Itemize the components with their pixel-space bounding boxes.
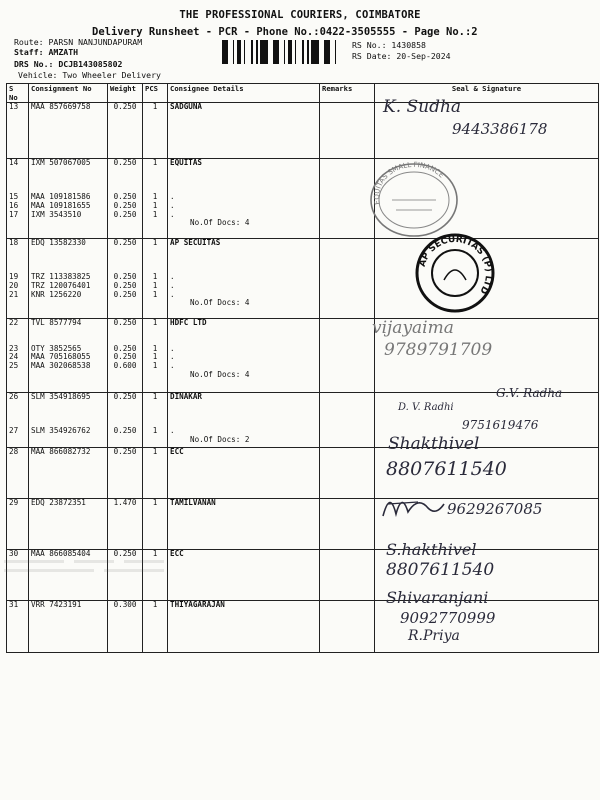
weight-value: 0.250 [113, 344, 137, 353]
faint-offset-print [4, 556, 174, 578]
cell-consignee [168, 499, 320, 550]
signature-28-phone: 8807611540 [386, 458, 507, 480]
sno-value: 13 [9, 103, 19, 111]
consignee-value: SADGUNA [170, 103, 203, 111]
col-header-remarks: Remarks [320, 84, 375, 103]
sno-value: 18 [9, 239, 19, 247]
cell-remarks [320, 499, 375, 550]
sno-value: 20 [9, 281, 19, 290]
cell-weight [108, 239, 143, 319]
cell-weight [108, 499, 143, 550]
sno-value: 19 [9, 273, 19, 282]
runsheet-title: Delivery Runsheet - PCR - Phone No.:0422-3505555 - Page No.:2 [92, 26, 478, 38]
consignment-value: MAA 705168055 [31, 353, 91, 362]
consignment-value: TRZ 120076401 [31, 281, 91, 290]
cell-pcs [143, 601, 168, 653]
rs-date: RS Date: 20-Sep-2024 [352, 51, 451, 61]
weight-value: 0.250 [113, 193, 137, 202]
sno-value: 30 [9, 550, 19, 558]
docs-count: No.Of Docs: 4 [190, 219, 250, 228]
cell-consignee [168, 601, 320, 653]
pcs-value: 1 [152, 344, 158, 353]
col-header-consignment: Consignment No [29, 84, 108, 103]
consignment-value: MAA 857669758 [31, 103, 91, 111]
pcs-value: 1 [152, 393, 158, 401]
consignment-value: MAA 109181655 [31, 201, 91, 210]
consignment-value: IXM 507067005 [31, 159, 91, 167]
cell-consignment [29, 601, 108, 653]
pcs-value: 1 [152, 353, 158, 362]
cell-sno [7, 499, 29, 550]
consignee-value: . [170, 193, 175, 202]
cell-consignee [168, 103, 320, 159]
consignment-value: MAA 109181586 [31, 193, 91, 202]
pcs-value: 1 [152, 281, 158, 290]
consignment-value: EDQ 23872351 [31, 499, 86, 507]
cell-consignee [168, 319, 320, 393]
consignee-value: . [170, 210, 175, 219]
table-row [7, 601, 599, 653]
col-header-seal-signature: Seal & Signature [375, 84, 599, 103]
weight-value: 1.470 [113, 499, 137, 507]
consignee-value: ECC [170, 550, 184, 558]
col-header-consignee: Consignee Details [168, 84, 320, 103]
route-label: Route: PARSN NANJUNDAPURAM [14, 37, 143, 47]
weight-value: 0.250 [113, 273, 137, 282]
weight-value: 0.250 [113, 239, 137, 247]
signature-29-mark [378, 486, 448, 526]
cell-weight [108, 601, 143, 653]
pcs-value: 1 [152, 319, 158, 327]
cell-pcs [143, 159, 168, 239]
cell-remarks [320, 601, 375, 653]
sno-value: 16 [9, 201, 19, 210]
cell-sno [7, 393, 29, 448]
cell-weight [108, 448, 143, 499]
consignment-value: IXM 3543510 [31, 210, 82, 219]
sno-value: 17 [9, 210, 19, 219]
consignment-value: TRZ 113383825 [31, 273, 91, 282]
weight-value: 0.250 [113, 210, 137, 219]
staff-label: Staff: AMZATH [14, 47, 79, 57]
consignee-value: . [170, 281, 175, 290]
consignment-value: VRR 7423191 [31, 601, 82, 609]
signature-13-phone: 9443386178 [452, 120, 548, 138]
signature-26-name: D. V. Radhi [398, 402, 454, 413]
pcs-value: 1 [152, 159, 158, 167]
consignee-value: . [170, 201, 175, 210]
cell-pcs [143, 103, 168, 159]
cell-sno [7, 239, 29, 319]
cell-sno [7, 103, 29, 159]
signature-28-name: Shakthivel [388, 434, 480, 454]
cell-pcs [143, 448, 168, 499]
cell-consignment [29, 393, 108, 448]
consignment-value: MAA 866085404 [31, 550, 91, 558]
cell-consignment [29, 499, 108, 550]
cell-pcs [143, 393, 168, 448]
ap-securitas-stamp [414, 232, 496, 314]
cell-sno [7, 159, 29, 239]
weight-value: 0.250 [113, 290, 137, 299]
col-header-sno: S No [7, 84, 29, 103]
signature-29-phone: 9629267085 [447, 500, 543, 518]
drs-barcode [222, 40, 340, 64]
sno-value: 21 [9, 290, 19, 299]
company-name: THE PROFESSIONAL COURIERS, COIMBATORE [179, 9, 421, 21]
cell-remarks [320, 319, 375, 393]
cell-remarks [320, 159, 375, 239]
svg-text:EQUITAS SMALL FINANCE [373, 161, 445, 205]
pcs-value: 1 [152, 201, 158, 210]
cell-consignment [29, 319, 108, 393]
docs-count: No.Of Docs: 2 [190, 435, 250, 444]
table-row [7, 239, 599, 319]
weight-value: 0.250 [113, 448, 137, 456]
pcs-value: 1 [152, 210, 158, 219]
sno-value: 25 [9, 361, 19, 370]
weight-value: 0.250 [113, 103, 137, 111]
cell-sno [7, 448, 29, 499]
consignment-value: SLM 354918695 [31, 393, 91, 401]
signature-26-name-2: G.V. Radha [496, 386, 563, 400]
cell-pcs [143, 319, 168, 393]
sno-value: 31 [9, 601, 19, 609]
signature-30-name: S.hakthivel [386, 540, 477, 559]
docs-count: No.Of Docs: 4 [190, 299, 250, 308]
weight-value: 0.250 [113, 353, 137, 362]
pcs-value: 1 [152, 427, 158, 436]
sno-value: 27 [9, 427, 19, 436]
consignment-value: KNR 1256220 [31, 290, 82, 299]
weight-value: 0.300 [113, 601, 137, 609]
pcs-value: 1 [152, 290, 158, 299]
sno-value: 22 [9, 319, 19, 327]
cell-remarks [320, 448, 375, 499]
cell-weight [108, 319, 143, 393]
pcs-value: 1 [152, 103, 158, 111]
pcs-value: 1 [152, 193, 158, 202]
rs-number: RS No.: 1430858 [352, 40, 426, 50]
signature-26-phone: 9751619476 [462, 418, 539, 432]
weight-value: 0.250 [113, 550, 137, 558]
consignee-value: . [170, 290, 175, 299]
sno-value: 26 [9, 393, 19, 401]
docs-count: No.Of Docs: 4 [190, 370, 250, 379]
table-row [7, 159, 599, 239]
consignee-value: ECC [170, 448, 184, 456]
pcs-value: 1 [152, 601, 158, 609]
cell-pcs [143, 499, 168, 550]
sno-value: 28 [9, 448, 19, 456]
table-row [7, 319, 599, 393]
pcs-value: 1 [152, 499, 158, 507]
consignee-value: HDFC LTD [170, 319, 207, 327]
pcs-value: 1 [152, 361, 158, 370]
equitas-stamp-text: EQUITAS SMALL FINANCE [372, 160, 446, 206]
consignee-value: . [170, 361, 175, 370]
signature-13-name: K. Sudha [383, 97, 462, 117]
cell-consignee [168, 550, 320, 601]
table-row [7, 448, 599, 499]
sno-value: 15 [9, 193, 19, 202]
signature-22-phone: 9789791709 [384, 340, 493, 360]
sno-value: 14 [9, 159, 19, 167]
cell-sno [7, 601, 29, 653]
table-header-row [7, 84, 599, 103]
signature-31-phone: 9092770999 [400, 609, 496, 627]
weight-value: 0.250 [113, 393, 137, 401]
signature-30-phone: 8807611540 [386, 560, 495, 580]
weight-value: 0.250 [113, 159, 137, 167]
pcs-value: 1 [152, 273, 158, 282]
cell-consignment [29, 448, 108, 499]
vehicle-label: Vehicle: Two Wheeler Delivery [18, 70, 161, 80]
consignment-value: MAA 302068538 [31, 361, 91, 370]
ap-securitas-stamp-text: AP SECURITAS (P) LTD [417, 234, 494, 296]
pcs-value: 1 [152, 550, 158, 558]
cell-consignment [29, 103, 108, 159]
cell-weight [108, 103, 143, 159]
consignee-value: . [170, 353, 175, 362]
consignment-value: MAA 866082732 [31, 448, 91, 456]
signature-22-name: vijayaima [372, 318, 454, 338]
weight-value: 0.250 [113, 281, 137, 290]
consignment-value: OTY 3852565 [31, 344, 82, 353]
pcs-value: 1 [152, 239, 158, 247]
weight-value: 0.250 [113, 319, 137, 327]
equitas-stamp [368, 160, 460, 240]
cell-consignee [168, 393, 320, 448]
sno-value: 24 [9, 353, 19, 362]
consignee-value: TAMILVANAN [170, 499, 216, 507]
cell-consignee [168, 239, 320, 319]
sno-value: 29 [9, 499, 19, 507]
consignee-value: EQUITAS [170, 159, 203, 167]
weight-value: 0.250 [113, 427, 137, 436]
cell-consignment [29, 239, 108, 319]
consignee-value: . [170, 344, 175, 353]
consignee-value: . [170, 273, 175, 282]
cell-consignment [29, 159, 108, 239]
consignee-value: THIYAGARAJAN [170, 601, 225, 609]
table-end [7, 653, 599, 654]
weight-value: 0.600 [113, 361, 137, 370]
cell-sno [7, 319, 29, 393]
consignment-value: TVL 8577794 [31, 319, 82, 327]
consignment-value: EDQ 13582330 [31, 239, 86, 247]
col-header-pcs: PCS [143, 84, 168, 103]
cell-remarks [320, 393, 375, 448]
col-header-weight: Weight [108, 84, 143, 103]
weight-value: 0.250 [113, 201, 137, 210]
cell-weight [108, 159, 143, 239]
consignee-value: AP SECUITAS [170, 239, 221, 247]
consignee-value: . [170, 427, 175, 436]
drs-number: DRS No.: DCJB143085802 [14, 59, 123, 69]
signature-31-name: Shivaranjani [386, 588, 489, 607]
pcs-value: 1 [152, 448, 158, 456]
signature-31-extra: R.Priya [408, 628, 460, 644]
cell-consignee [168, 448, 320, 499]
consignment-value: SLM 354926762 [31, 427, 91, 436]
consignee-value: DINAKAR [170, 393, 203, 401]
cell-consignee [168, 159, 320, 239]
cell-weight [108, 393, 143, 448]
cell-remarks [320, 103, 375, 159]
sno-value: 23 [9, 344, 19, 353]
cell-pcs [143, 239, 168, 319]
cell-remarks [320, 550, 375, 601]
cell-remarks [320, 239, 375, 319]
